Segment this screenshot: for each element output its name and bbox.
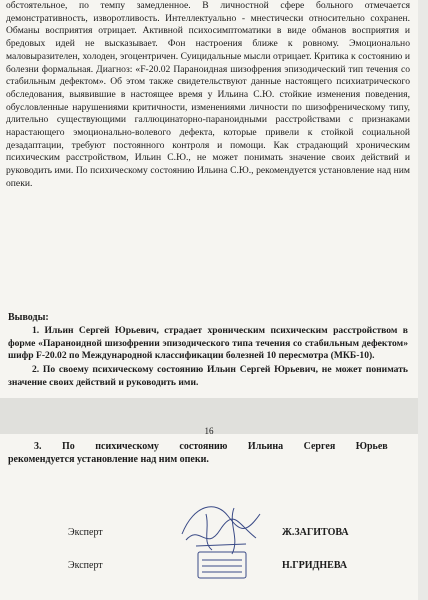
findings-list bbox=[8, 325, 408, 391]
signature-stamp-icon bbox=[176, 494, 266, 586]
finding-item-3-line-2: рекомендуется установление над ним опеки. bbox=[8, 454, 209, 465]
finding-item-1: 1. Ильин Сергей Юрьевич, страдает хроническим психическим расстройством в форме «Параноидной шизофрении эпизодического типа течения со стабильным дефектом» шифр F-20.02 по Международной классификации болезней 10 пересмотра (МКБ-10). bbox=[8, 325, 408, 362]
expert-name-2: Н.ГРИДНЕВА bbox=[282, 560, 348, 571]
expert-label-1: Эксперт bbox=[68, 527, 103, 538]
document-page-bottom bbox=[0, 426, 418, 600]
finding-item-3 bbox=[8, 440, 428, 466]
finding-item-2: 2. По своему психическому состоянию Ильин Сергей Юрьевич, не может понимать значение своих действий и руководить ими. bbox=[8, 364, 408, 388]
findings-heading: Выводы: bbox=[8, 312, 49, 323]
report-paragraph: обстоятельное, по темпу замедленное. В личностной сфере больного отмечается демонстративность, изворотливость. Интеллектуально - мнестически относительно сохранен. Обманы восприятия отрицает. Активной психосимптоматики в виде обманов восприятия и бредовых идей не высказывает. Фон настроения ближе к ровному. Эмоционально маловыразителен, холоден, эгоцентричен. Суицидальные мысли отрицает. Критика к состоянию и болезни формальная. Диагноз: «F-20.02 Параноидная шизофрения эпизодический тип течения со стабильным дефектом». Об этом также свидетельствуют данные настоящего психиатрического обследования, выявившие в настоящее время у Ильина С.Ю. стойкие изменения поведения, обусловленные нарушениями критичности, изменениями личности по шизофреническому типу, длительно существующими галлюцинаторно-параноидными расстройствами с признаками нарастающего эмоционально-волевого дефекта, которые привели к стойкой социальной дезадаптации, требуют постоянного контроля и помощи. Как страдающий хроническим психическим расстройством, Ильин С.Ю., не может понимать значение своих действий и руководить ими. По психическому состоянию Ильина С.Ю., рекомендуется установление над ним опеки. bbox=[6, 0, 410, 189]
page-number: 16 bbox=[204, 426, 214, 436]
finding-item-3-line-1: 3. По психическому состоянию Ильина Сергея Юрьев bbox=[34, 441, 388, 452]
expert-label-2: Эксперт bbox=[68, 560, 103, 571]
expert-name-1: Ж.ЗАГИТОВА bbox=[282, 527, 349, 538]
